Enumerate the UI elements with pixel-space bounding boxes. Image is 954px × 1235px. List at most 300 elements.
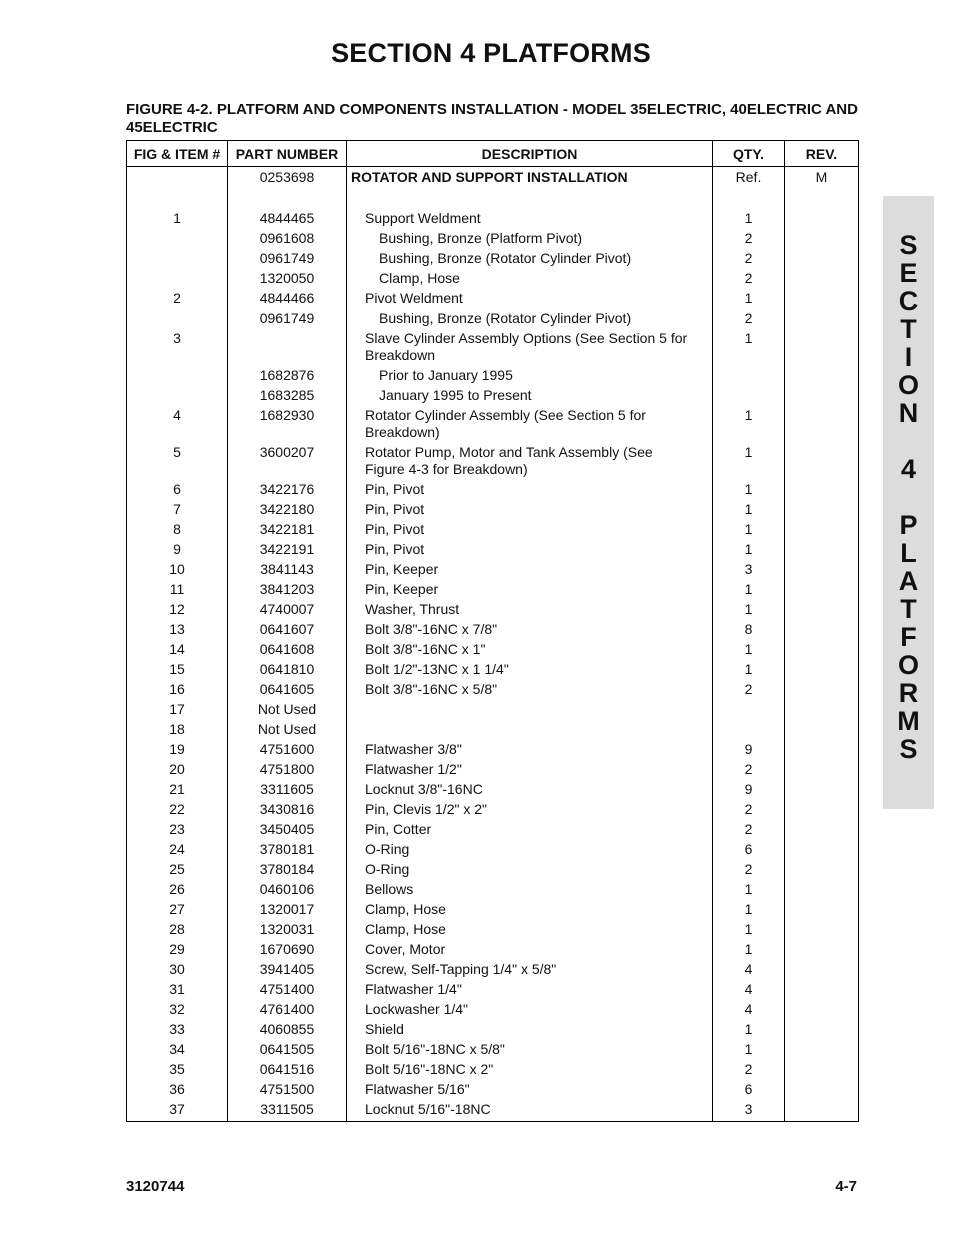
cell-rev — [785, 999, 859, 1019]
cell-part-number: 3311505 — [228, 1099, 347, 1122]
cell-part-number: 1320017 — [228, 899, 347, 919]
parts-table-body — [127, 167, 859, 1122]
cell-qty: 1 — [713, 599, 785, 619]
cell-qty: 2 — [713, 759, 785, 779]
description-text: Pin, Keeper — [365, 561, 439, 577]
cell-rev — [785, 519, 859, 539]
table-header-row — [127, 141, 859, 167]
cell-part-number: 0641608 — [228, 639, 347, 659]
table-row — [127, 859, 859, 879]
parts-table — [126, 140, 859, 1122]
cell-description — [347, 999, 713, 1019]
cell-qty: 4 — [713, 999, 785, 1019]
cell-fig-item: 3 — [127, 328, 228, 365]
page-title: SECTION 4 PLATFORMS — [331, 38, 651, 68]
cell-part-number: 3780184 — [228, 859, 347, 879]
description-text: O-Ring — [365, 841, 410, 857]
description-text: Pin, Pivot — [365, 541, 425, 557]
cell-description — [347, 328, 713, 365]
cell-description — [347, 799, 713, 819]
table-row — [127, 1039, 859, 1059]
table-row — [127, 1099, 859, 1122]
cell-qty: 2 — [713, 819, 785, 839]
cell-rev — [785, 308, 859, 328]
description-text: Pin, Pivot — [365, 481, 425, 497]
table-row — [127, 308, 859, 328]
cell-fig-item: 33 — [127, 1019, 228, 1039]
cell-part-number: 3430816 — [228, 799, 347, 819]
table-row — [127, 405, 859, 442]
cell-description — [347, 699, 713, 719]
table-row — [127, 699, 859, 719]
cell-part-number: 1320031 — [228, 919, 347, 939]
cell-rev — [785, 899, 859, 919]
cell-part-number: Not Used — [228, 719, 347, 739]
cell-rev — [785, 959, 859, 979]
description-text: Pivot Weldment — [365, 290, 463, 306]
cell-qty: 2 — [713, 228, 785, 248]
cell-qty: 2 — [713, 308, 785, 328]
table-row — [127, 939, 859, 959]
cell-rev — [785, 365, 859, 385]
table-row — [127, 919, 859, 939]
cell-part-number: 3450405 — [228, 819, 347, 839]
description-text: Flatwasher 1/4" — [365, 981, 462, 997]
cell-qty: 2 — [713, 1059, 785, 1079]
description-text: Bolt 3/8"-16NC x 5/8" — [365, 681, 498, 697]
table-row — [127, 599, 859, 619]
cell-fig-item: 1 — [127, 208, 228, 228]
cell-fig-item: 10 — [127, 559, 228, 579]
cell-rev — [785, 759, 859, 779]
cell-qty: 1 — [713, 1039, 785, 1059]
cell-rev — [785, 268, 859, 288]
cell-fig-item: 27 — [127, 899, 228, 919]
cell-part-number: 4751600 — [228, 739, 347, 759]
cell-qty: 2 — [713, 268, 785, 288]
cell-rev — [785, 699, 859, 719]
table-row — [127, 328, 859, 365]
cell-rev — [785, 799, 859, 819]
cell-description — [347, 959, 713, 979]
description-text: Bolt 3/8"-16NC x 7/8" — [365, 621, 498, 637]
side-tab-label: S E C T I O N 4 P L A T F O R M S — [897, 230, 920, 764]
table-row — [127, 288, 859, 308]
cell-part-number: 3780181 — [228, 839, 347, 859]
cell-part-number: 3422176 — [228, 479, 347, 499]
cell-fig-item: 22 — [127, 799, 228, 819]
description-text: Washer, Thrust — [365, 601, 460, 617]
cell-description — [347, 979, 713, 999]
table-row — [127, 579, 859, 599]
cell-fig-item: 13 — [127, 619, 228, 639]
cell-rev — [785, 228, 859, 248]
description-text: Bolt 3/8"-16NC x 1" — [365, 641, 486, 657]
cell-fig-item: 31 — [127, 979, 228, 999]
cell-description — [347, 519, 713, 539]
cell-qty: 2 — [713, 859, 785, 879]
cell-description — [347, 385, 713, 405]
table-row — [127, 268, 859, 288]
cell-part-number: 0460106 — [228, 879, 347, 899]
cell-part-number: 0641810 — [228, 659, 347, 679]
table-row — [127, 959, 859, 979]
section-side-tab — [883, 196, 934, 809]
cell-qty: 8 — [713, 619, 785, 639]
cell-qty: 1 — [713, 1019, 785, 1039]
header-qty: QTY. — [713, 141, 785, 167]
cell-fig-item: 6 — [127, 479, 228, 499]
cell-description — [347, 308, 713, 328]
description-text: Rotator Pump, Motor and Tank Assembly (See Figure 4-3 for Breakdown) — [365, 444, 653, 477]
cell-fig-item: 21 — [127, 779, 228, 799]
cell-rev — [785, 1059, 859, 1079]
cell-description — [347, 719, 713, 739]
table-row — [127, 899, 859, 919]
cell-description — [347, 939, 713, 959]
cell-description — [347, 288, 713, 308]
cell-fig-item — [127, 167, 228, 209]
cell-qty: 1 — [713, 659, 785, 679]
cell-part-number: 0641605 — [228, 679, 347, 699]
cell-part-number: 0961749 — [228, 248, 347, 268]
cell-description — [347, 479, 713, 499]
table-row — [127, 1019, 859, 1039]
table-row — [127, 659, 859, 679]
cell-description — [347, 879, 713, 899]
cell-qty: 9 — [713, 779, 785, 799]
description-text: Pin, Pivot — [365, 501, 425, 517]
table-row — [127, 639, 859, 659]
cell-rev — [785, 779, 859, 799]
cell-description — [347, 619, 713, 639]
table-row — [127, 739, 859, 759]
cell-description — [347, 779, 713, 799]
cell-fig-item: 18 — [127, 719, 228, 739]
cell-qty: 1 — [713, 579, 785, 599]
page-number: 4-7 — [835, 1178, 857, 1195]
table-row — [127, 1059, 859, 1079]
cell-rev — [785, 839, 859, 859]
description-text: ROTATOR AND SUPPORT INSTALLATION — [351, 169, 628, 185]
cell-qty: 1 — [713, 919, 785, 939]
cell-qty: 1 — [713, 208, 785, 228]
cell-rev — [785, 599, 859, 619]
cell-qty: 1 — [713, 442, 785, 479]
cell-description — [347, 639, 713, 659]
cell-rev — [785, 1079, 859, 1099]
cell-rev — [785, 859, 859, 879]
cell-fig-item: 26 — [127, 879, 228, 899]
cell-description — [347, 405, 713, 442]
description-text: Bushing, Bronze (Rotator Cylinder Pivot) — [379, 250, 632, 266]
cell-qty: 3 — [713, 1099, 785, 1122]
description-text: Flatwasher 3/8" — [365, 741, 462, 757]
cell-description — [347, 899, 713, 919]
cell-rev — [785, 328, 859, 365]
cell-part-number: 1682930 — [228, 405, 347, 442]
cell-part-number: 1683285 — [228, 385, 347, 405]
cell-description — [347, 559, 713, 579]
description-text: Pin, Keeper — [365, 581, 439, 597]
table-row — [127, 519, 859, 539]
cell-qty: 2 — [713, 679, 785, 699]
table-row — [127, 759, 859, 779]
table-row — [127, 719, 859, 739]
cell-rev — [785, 939, 859, 959]
cell-rev — [785, 385, 859, 405]
cell-qty: 4 — [713, 979, 785, 999]
cell-rev — [785, 442, 859, 479]
cell-fig-item: 37 — [127, 1099, 228, 1122]
cell-description — [347, 268, 713, 288]
cell-rev — [785, 659, 859, 679]
cell-description — [347, 1099, 713, 1122]
description-text: Pin, Pivot — [365, 521, 425, 537]
cell-fig-item: 7 — [127, 499, 228, 519]
cell-qty: 1 — [713, 288, 785, 308]
cell-fig-item — [127, 228, 228, 248]
cell-description — [347, 739, 713, 759]
description-text: Pin, Clevis 1/2" x 2" — [365, 801, 487, 817]
cell-fig-item: 9 — [127, 539, 228, 559]
header-fig-item: FIG & ITEM # — [127, 141, 228, 167]
cell-rev — [785, 499, 859, 519]
cell-part-number: Not Used — [228, 699, 347, 719]
cell-rev — [785, 1099, 859, 1122]
description-text: Bolt 1/2"-13NC x 1 1/4" — [365, 661, 509, 677]
cell-part-number: 0961608 — [228, 228, 347, 248]
cell-part-number: 3600207 — [228, 442, 347, 479]
description-text: Flatwasher 5/16" — [365, 1081, 470, 1097]
cell-fig-item — [127, 385, 228, 405]
cell-part-number: 3841143 — [228, 559, 347, 579]
document-number: 3120744 — [126, 1178, 185, 1195]
cell-rev — [785, 819, 859, 839]
description-text: Bolt 5/16"-18NC x 5/8" — [365, 1041, 505, 1057]
cell-part-number: 4751400 — [228, 979, 347, 999]
description-text: Shield — [365, 1021, 404, 1037]
cell-fig-item: 2 — [127, 288, 228, 308]
cell-qty — [713, 385, 785, 405]
cell-part-number: 4844466 — [228, 288, 347, 308]
header-description: DESCRIPTION — [347, 141, 713, 167]
description-text: Bolt 5/16"-18NC x 2" — [365, 1061, 494, 1077]
cell-part-number: 4060855 — [228, 1019, 347, 1039]
cell-part-number: 4751800 — [228, 759, 347, 779]
description-text: January 1995 to Present — [379, 387, 532, 403]
cell-part-number: 3941405 — [228, 959, 347, 979]
table-row — [127, 999, 859, 1019]
cell-rev — [785, 288, 859, 308]
table-row — [127, 819, 859, 839]
cell-rev — [785, 559, 859, 579]
cell-part-number: 4761400 — [228, 999, 347, 1019]
cell-fig-item: 36 — [127, 1079, 228, 1099]
cell-rev — [785, 979, 859, 999]
table-row — [127, 208, 859, 228]
cell-fig-item: 34 — [127, 1039, 228, 1059]
cell-fig-item: 14 — [127, 639, 228, 659]
cell-fig-item: 16 — [127, 679, 228, 699]
cell-fig-item: 19 — [127, 739, 228, 759]
table-row — [127, 499, 859, 519]
cell-part-number: 4740007 — [228, 599, 347, 619]
cell-fig-item: 23 — [127, 819, 228, 839]
description-text: Clamp, Hose — [365, 921, 446, 937]
cell-part-number: 0253698 — [228, 167, 347, 209]
cell-part-number: 3841203 — [228, 579, 347, 599]
cell-fig-item — [127, 308, 228, 328]
description-text: Bushing, Bronze (Rotator Cylinder Pivot) — [379, 310, 632, 326]
cell-fig-item: 17 — [127, 699, 228, 719]
cell-part-number — [228, 328, 347, 365]
cell-fig-item: 11 — [127, 579, 228, 599]
cell-qty: 1 — [713, 479, 785, 499]
cell-qty — [713, 699, 785, 719]
description-text: Flatwasher 1/2" — [365, 761, 462, 777]
cell-rev — [785, 639, 859, 659]
cell-fig-item: 12 — [127, 599, 228, 619]
cell-qty: 1 — [713, 899, 785, 919]
cell-part-number: 3311605 — [228, 779, 347, 799]
cell-part-number: 1682876 — [228, 365, 347, 385]
cell-part-number: 1670690 — [228, 939, 347, 959]
description-text: Screw, Self-Tapping 1/4" x 5/8" — [365, 961, 557, 977]
cell-fig-item: 32 — [127, 999, 228, 1019]
cell-description — [347, 679, 713, 699]
cell-qty: 6 — [713, 839, 785, 859]
cell-part-number: 0641607 — [228, 619, 347, 639]
table-row — [127, 365, 859, 385]
cell-qty — [713, 365, 785, 385]
description-text: Clamp, Hose — [379, 270, 460, 286]
cell-rev — [785, 919, 859, 939]
cell-rev — [785, 539, 859, 559]
table-row — [127, 979, 859, 999]
cell-description — [347, 539, 713, 559]
cell-rev — [785, 679, 859, 699]
table-row — [127, 839, 859, 859]
table-row — [127, 679, 859, 699]
table-row — [127, 559, 859, 579]
cell-description — [347, 859, 713, 879]
cell-rev — [785, 619, 859, 639]
cell-qty: 9 — [713, 739, 785, 759]
cell-qty: 1 — [713, 879, 785, 899]
cell-qty: 1 — [713, 539, 785, 559]
cell-rev — [785, 208, 859, 228]
cell-rev — [785, 405, 859, 442]
cell-description — [347, 442, 713, 479]
cell-fig-item — [127, 268, 228, 288]
cell-description — [347, 579, 713, 599]
cell-rev — [785, 879, 859, 899]
table-row — [127, 167, 859, 209]
cell-qty: 1 — [713, 939, 785, 959]
cell-qty: 1 — [713, 519, 785, 539]
cell-part-number: 4751500 — [228, 1079, 347, 1099]
cell-part-number: 3422191 — [228, 539, 347, 559]
cell-fig-item: 5 — [127, 442, 228, 479]
table-row — [127, 539, 859, 559]
cell-fig-item: 20 — [127, 759, 228, 779]
cell-description — [347, 1019, 713, 1039]
cell-fig-item — [127, 365, 228, 385]
cell-qty: 3 — [713, 559, 785, 579]
cell-qty — [713, 719, 785, 739]
table-row — [127, 879, 859, 899]
table-row — [127, 619, 859, 639]
cell-qty: 4 — [713, 959, 785, 979]
description-text: Locknut 5/16"-18NC — [365, 1101, 491, 1117]
cell-description — [347, 208, 713, 228]
description-text: Slave Cylinder Assembly Options (See Section 5 for Breakdown — [365, 330, 688, 363]
cell-fig-item: 25 — [127, 859, 228, 879]
cell-rev — [785, 739, 859, 759]
cell-part-number: 0641505 — [228, 1039, 347, 1059]
cell-description — [347, 499, 713, 519]
table-row — [127, 248, 859, 268]
cell-description — [347, 839, 713, 859]
cell-qty: 1 — [713, 499, 785, 519]
table-row — [127, 479, 859, 499]
cell-description — [347, 228, 713, 248]
table-row — [127, 228, 859, 248]
description-text: Support Weldment — [365, 210, 481, 226]
cell-description — [347, 1039, 713, 1059]
cell-description — [347, 759, 713, 779]
description-text: Rotator Cylinder Assembly (See Section 5 for Breakdown) — [365, 407, 646, 440]
description-text: Bushing, Bronze (Platform Pivot) — [379, 230, 583, 246]
cell-fig-item: 28 — [127, 919, 228, 939]
description-text: Clamp, Hose — [365, 901, 446, 917]
description-text: Pin, Cotter — [365, 821, 432, 837]
cell-part-number: 0961749 — [228, 308, 347, 328]
cell-qty: 1 — [713, 405, 785, 442]
figure-title: FIGURE 4-2. PLATFORM AND COMPONENTS INSTALLATION - MODEL 35ELECTRIC, 40ELECTRIC AND 45ELECTRIC — [126, 101, 858, 136]
cell-qty: 6 — [713, 1079, 785, 1099]
cell-fig-item: 15 — [127, 659, 228, 679]
cell-fig-item — [127, 248, 228, 268]
cell-description — [347, 1079, 713, 1099]
cell-qty: 1 — [713, 639, 785, 659]
cell-fig-item: 30 — [127, 959, 228, 979]
cell-part-number: 1320050 — [228, 268, 347, 288]
table-row — [127, 442, 859, 479]
cell-description — [347, 248, 713, 268]
cell-part-number: 4844465 — [228, 208, 347, 228]
cell-qty: 2 — [713, 248, 785, 268]
cell-part-number: 0641516 — [228, 1059, 347, 1079]
cell-fig-item: 4 — [127, 405, 228, 442]
cell-fig-item: 24 — [127, 839, 228, 859]
cell-rev — [785, 1039, 859, 1059]
description-text: Lockwasher 1/4" — [365, 1001, 469, 1017]
cell-part-number: 3422181 — [228, 519, 347, 539]
cell-rev — [785, 1019, 859, 1039]
cell-part-number: 3422180 — [228, 499, 347, 519]
cell-qty: 1 — [713, 328, 785, 365]
cell-rev — [785, 719, 859, 739]
table-row — [127, 779, 859, 799]
cell-fig-item: 8 — [127, 519, 228, 539]
cell-description — [347, 819, 713, 839]
cell-qty: Ref. — [713, 167, 785, 209]
cell-rev — [785, 479, 859, 499]
cell-fig-item: 29 — [127, 939, 228, 959]
table-row — [127, 1079, 859, 1099]
